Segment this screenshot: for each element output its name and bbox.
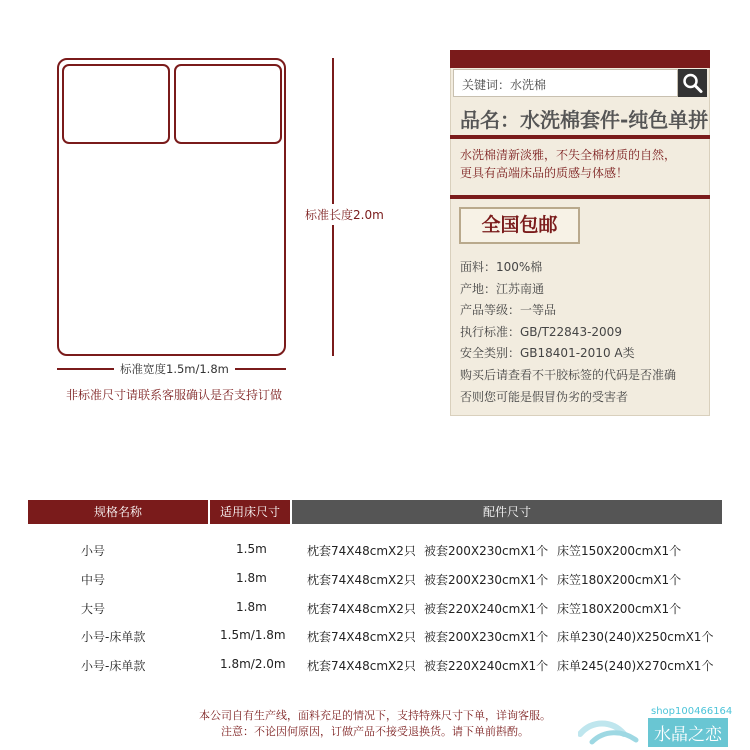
product-name: 品名：水洗棉套件-纯色单拼 [460, 108, 708, 132]
spec-check-note: 购买后请查看不干胶标签的代码是否准确 [460, 368, 677, 382]
row-1-bed: 1.5m [236, 542, 267, 556]
row-1-name: 小号 [81, 544, 106, 558]
header-accessory-size: 配件尺寸 [292, 500, 722, 524]
panel-header-bar [450, 50, 710, 68]
row-3-pillow: 枕套74X48cmX2只 [307, 602, 416, 616]
spec-standard: 执行标准：GB/T22843-2009 [460, 325, 622, 339]
row-3-cover: 被套220X240cmX1个 [424, 602, 549, 616]
magnifier-icon [678, 69, 707, 97]
divider [450, 135, 710, 139]
row-3-bed: 1.8m [236, 600, 267, 614]
row-4-name: 小号-床单款 [81, 630, 146, 644]
search-button[interactable] [678, 69, 707, 97]
row-2-name: 中号 [81, 573, 106, 587]
spec-grade: 产品等级：一等品 [460, 303, 557, 317]
divider [450, 195, 710, 199]
spec-fabric: 面料：100%棉 [460, 260, 543, 274]
row-3-sheet: 床笠180X200cmX1个 [557, 602, 682, 616]
pillow-right [174, 64, 282, 144]
spec-safety: 安全类别：GB18401-2010 A类 [460, 346, 635, 360]
header-bed-size: 适用床尺寸 [210, 500, 290, 524]
row-3-name: 大号 [81, 602, 106, 616]
search-input[interactable]: 关键词：水洗棉 [453, 69, 678, 97]
spec-origin: 产地：江苏南通 [460, 282, 545, 296]
row-4-pillow: 枕套74X48cmX2只 [307, 630, 416, 644]
row-5-cover: 被套220X240cmX1个 [424, 659, 549, 673]
spec-warning: 否则您可能是假冒伪劣的受害者 [460, 390, 629, 404]
length-label: 标准长度2.0m [302, 204, 387, 225]
row-1-pillow: 枕套74X48cmX2只 [307, 544, 416, 558]
row-5-name: 小号-床单款 [81, 659, 146, 673]
footer-note-2: 注意：不论因何原因，订做产品不接受退换货。请下单前斟酌。 [221, 725, 529, 738]
custom-size-note: 非标准尺寸请联系客服确认是否支持订做 [66, 388, 283, 402]
product-description [460, 146, 676, 182]
row-5-sheet: 床单245(240)X270cmX1个 [557, 659, 714, 673]
footer-note-1: 本公司自有生产线，面料充足的情况下，支持特殊尺寸下单，详询客服。 [199, 709, 551, 722]
desc-line-2: 更具有高端床品的质感与体感！ [460, 166, 629, 180]
row-2-sheet: 床笠180X200cmX1个 [557, 573, 682, 587]
shop-id: shop100466164 [651, 706, 733, 717]
header-spec-name: 规格名称 [28, 500, 208, 524]
pillow-left [62, 64, 170, 144]
free-shipping-badge: 全国包邮 [459, 207, 580, 244]
row-2-pillow: 枕套74X48cmX2只 [307, 573, 416, 587]
row-5-pillow: 枕套74X48cmX2只 [307, 659, 416, 673]
width-label: 标准宽度1.5m/1.8m [114, 361, 235, 377]
row-5-bed: 1.8m/2.0m [220, 657, 286, 671]
row-1-sheet: 床笠150X200cmX1个 [557, 544, 682, 558]
row-4-bed: 1.5m/1.8m [220, 628, 286, 642]
row-4-cover: 被套200X230cmX1个 [424, 630, 549, 644]
row-2-bed: 1.8m [236, 571, 267, 585]
desc-line-1: 水洗棉清新淡雅，不失全棉材质的自然， [460, 148, 677, 162]
brand-watermark: 水晶之恋 [648, 718, 728, 747]
row-1-cover: 被套200X230cmX1个 [424, 544, 549, 558]
wave-logo-icon [578, 716, 648, 748]
row-2-cover: 被套200X230cmX1个 [424, 573, 549, 587]
row-4-sheet: 床单230(240)X250cmX1个 [557, 630, 714, 644]
